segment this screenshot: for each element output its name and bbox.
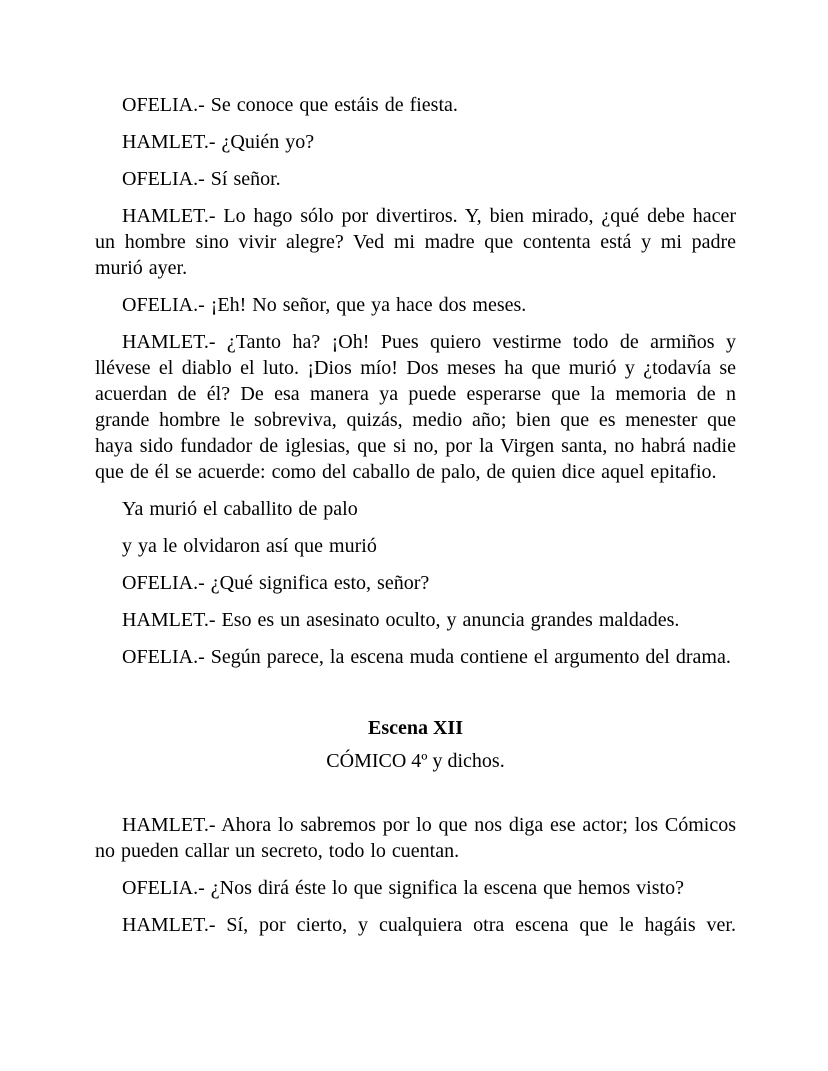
dialogue-paragraph: OFELIA.- ¿Qué significa esto, señor?: [122, 572, 430, 594]
dialogue-paragraph: OFELIA.- ¿Nos dirá éste lo que significa la escena que hemos visto?: [122, 877, 684, 899]
verse-line: Ya murió el caballito de palo: [122, 498, 358, 520]
dialogue-paragraph: OFELIA.- Sí señor.: [122, 168, 281, 190]
dialogue-paragraph: HAMLET.- ¿Tanto ha? ¡Oh! Pues quiero vestirme todo de armiños y llévese el diablo el luto. ¡Dios mío! Dos meses ha que murió y ¿todavía se acuerdan de él? De esa manera ya puede esperarse que la memoria de n grande hombre le sobreviva, quizás, medio año; bien que es menester que haya sido fundador de iglesias, que si no, por la Virgen santa, no habrá nadie que de él se acuerde: como del caballo de palo, de quien dice aquel epitafio.: [95, 331, 736, 483]
dialogue-paragraph: OFELIA.- Según parece, la escena muda contiene el argumento del drama.: [122, 646, 731, 668]
dialogue-paragraph: HAMLET.- Sí, por cierto, y cualquiera otra escena que le hagáis ver.: [122, 914, 736, 936]
dialogue-paragraph: HAMLET.- Ahora lo sabremos por lo que nos diga ese actor; los Cómicos no pueden callar un secreto, todo lo cuentan.: [95, 814, 736, 862]
dialogue-paragraph: OFELIA.- Se conoce que estáis de fiesta.: [122, 94, 458, 116]
dialogue-paragraph: HAMLET.- ¿Quién yo?: [122, 131, 315, 153]
scene-subheading: CÓMICO 4º y dichos.: [326, 750, 505, 772]
dialogue-paragraph: HAMLET.- Eso es un asesinato oculto, y anuncia grandes maldades.: [122, 609, 680, 631]
verse-line: y ya le olvidaron así que murió: [122, 535, 377, 557]
dialogue-paragraph: OFELIA.- ¡Eh! No señor, que ya hace dos meses.: [122, 294, 527, 316]
scene-heading: Escena XII: [367, 717, 463, 739]
dialogue-paragraph: HAMLET.- Lo hago sólo por divertiros. Y, bien mirado, ¿qué debe hacer un hombre sino vivir alegre? Ved mi madre que contenta está y mi padre murió ayer.: [95, 205, 736, 279]
